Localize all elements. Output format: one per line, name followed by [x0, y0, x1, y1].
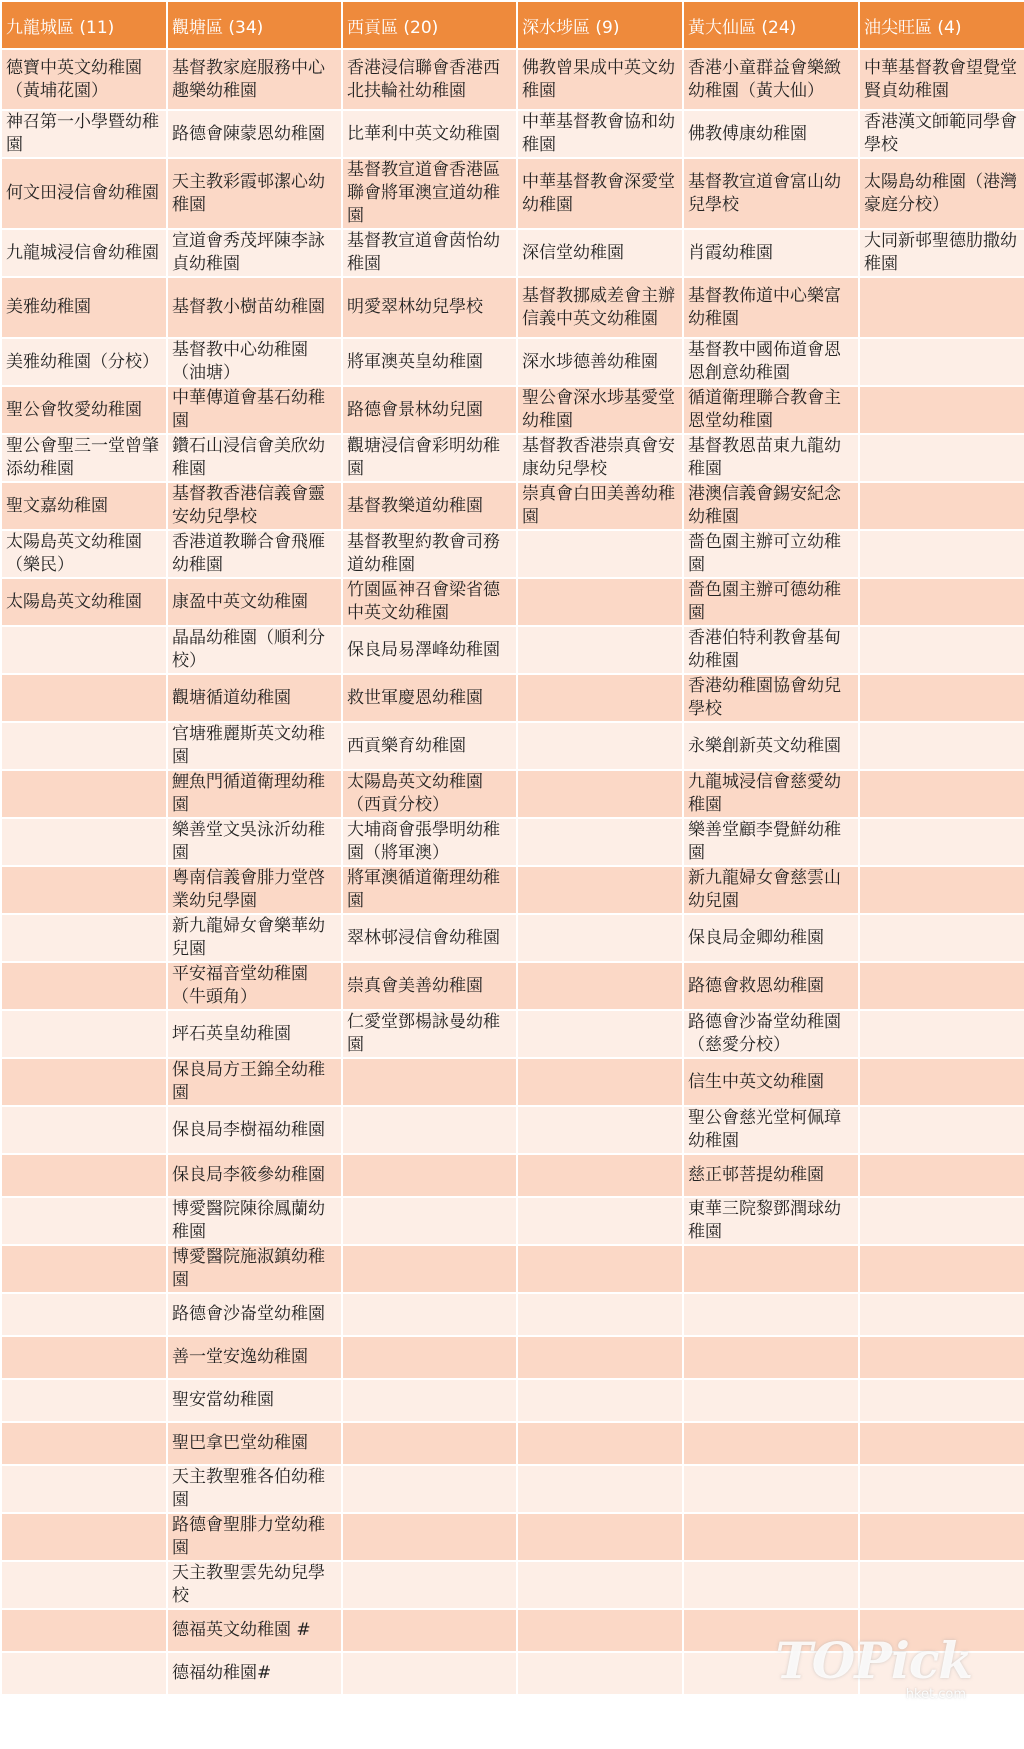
empty-cell [683, 1336, 859, 1379]
school-cell: 神召第一小學暨幼稚園 [1, 110, 167, 158]
empty-cell [1, 1561, 167, 1609]
table-row [1, 1245, 1024, 1293]
empty-cell [859, 914, 1024, 962]
table-row [1, 1561, 1024, 1609]
school-cell: 中華傳道會基石幼稚園 [167, 386, 342, 434]
school-cell: 基督教中心幼稚園（油塘） [167, 338, 342, 386]
empty-cell [1, 962, 167, 1010]
header-row [1, 1, 1024, 49]
school-cell: 天主教聖雅各伯幼稚園 [167, 1465, 342, 1513]
table-row [1, 1513, 1024, 1561]
school-cell: 新九龍婦女會樂華幼兒園 [167, 914, 342, 962]
empty-cell [859, 866, 1024, 914]
empty-cell [1, 1058, 167, 1106]
empty-cell [517, 1058, 683, 1106]
empty-cell [683, 1465, 859, 1513]
empty-cell [1, 914, 167, 962]
school-cell: 中華基督教會深愛堂幼稚園 [517, 158, 683, 229]
empty-cell [1, 770, 167, 818]
empty-cell [517, 1609, 683, 1652]
empty-cell [517, 530, 683, 578]
school-cell: 嗇色園主辦可德幼稚園 [683, 578, 859, 626]
empty-cell [517, 1010, 683, 1058]
school-cell: 肖霞幼稚園 [683, 229, 859, 277]
school-cell: 保良局金卿幼稚園 [683, 914, 859, 962]
empty-cell [1, 1154, 167, 1197]
empty-cell [1, 1010, 167, 1058]
school-cell: 循道衛理聯合教會主恩堂幼稚園 [683, 386, 859, 434]
empty-cell [342, 1154, 517, 1197]
school-cell: 基督教樂道幼稚園 [342, 482, 517, 530]
school-cell: 仁愛堂鄧楊詠曼幼稚園 [342, 1010, 517, 1058]
empty-cell [859, 1336, 1024, 1379]
empty-cell [517, 1336, 683, 1379]
table-row [1, 1010, 1024, 1058]
empty-cell [342, 1197, 517, 1245]
empty-cell [517, 626, 683, 674]
empty-cell [342, 1058, 517, 1106]
table-row [1, 1154, 1024, 1197]
empty-cell [517, 1197, 683, 1245]
table-row [1, 962, 1024, 1010]
empty-cell [517, 1561, 683, 1609]
table-row [1, 914, 1024, 962]
school-cell: 太陽島英文幼稚園 [1, 578, 167, 626]
school-cell: 宣道會秀茂坪陳李詠貞幼稚園 [167, 229, 342, 277]
empty-cell [517, 818, 683, 866]
watermark-logo-text: TOPick [775, 1631, 972, 1690]
school-cell: 新九龍婦女會慈雲山幼兒園 [683, 866, 859, 914]
school-cell: 太陽島英文幼稚園（樂民） [1, 530, 167, 578]
school-cell: 天主教聖雲先幼兒學校 [167, 1561, 342, 1609]
empty-cell [859, 1513, 1024, 1561]
empty-cell [683, 1245, 859, 1293]
school-cell: 中華基督教會望覺堂賢貞幼稚園 [859, 49, 1024, 110]
table-body [1, 49, 1024, 1695]
school-cell: 基督教恩苗東九龍幼稚園 [683, 434, 859, 482]
school-cell: 香港漢文師範同學會學校 [859, 110, 1024, 158]
table-row [1, 1609, 1024, 1652]
empty-cell [342, 1245, 517, 1293]
table-row [1, 1336, 1024, 1379]
school-cell: 深水埗德善幼稚園 [517, 338, 683, 386]
empty-cell [683, 1652, 859, 1695]
empty-cell [859, 962, 1024, 1010]
school-cell: 九龍城浸信會幼稚園 [1, 229, 167, 277]
empty-cell [859, 1010, 1024, 1058]
empty-cell [1, 722, 167, 770]
school-cell: 明愛翠林幼兒學校 [342, 277, 517, 338]
empty-cell [1, 1336, 167, 1379]
school-cell: 基督教挪威差會主辦信義中英文幼稚園 [517, 277, 683, 338]
empty-cell [517, 674, 683, 722]
school-cell: 何文田浸信會幼稚園 [1, 158, 167, 229]
school-cell: 保良局易澤峰幼稚園 [342, 626, 517, 674]
empty-cell [1, 818, 167, 866]
school-cell: 官塘雅麗斯英文幼稚園 [167, 722, 342, 770]
empty-cell [342, 1652, 517, 1695]
empty-cell [859, 1465, 1024, 1513]
empty-cell [342, 1513, 517, 1561]
empty-cell [859, 1379, 1024, 1422]
school-cell: 香港道教聯合會飛雁幼稚園 [167, 530, 342, 578]
empty-cell [859, 482, 1024, 530]
empty-cell [517, 1154, 683, 1197]
empty-cell [859, 1058, 1024, 1106]
school-cell: 香港浸信聯會香港西北扶輪社幼稚園 [342, 49, 517, 110]
table-row [1, 110, 1024, 158]
school-cell: 基督教中國佈道會恩恩創意幼稚園 [683, 338, 859, 386]
school-cell: 基督教宣道會富山幼兒學校 [683, 158, 859, 229]
school-cell: 聖公會慈光堂柯佩璋幼稚園 [683, 1106, 859, 1154]
table-row [1, 1106, 1024, 1154]
empty-cell [859, 1652, 1024, 1695]
school-cell: 佛教曾果成中英文幼稚園 [517, 49, 683, 110]
school-cell: 太陽島幼稚園（港灣豪庭分校） [859, 158, 1024, 229]
table-row [1, 338, 1024, 386]
school-cell: 大同新邨聖德肋撒幼稚園 [859, 229, 1024, 277]
table-row [1, 1422, 1024, 1465]
school-cell: 晶晶幼稚園（順利分校） [167, 626, 342, 674]
school-cell: 路德會景林幼兒園 [342, 386, 517, 434]
empty-cell [859, 674, 1024, 722]
empty-cell [1, 1197, 167, 1245]
school-cell: 基督教聖約教會司務道幼稚園 [342, 530, 517, 578]
empty-cell [859, 386, 1024, 434]
school-cell: 路德會陳蒙恩幼稚園 [167, 110, 342, 158]
school-cell: 聖公會深水埗基愛堂幼稚園 [517, 386, 683, 434]
school-cell: 中華基督教會協和幼稚園 [517, 110, 683, 158]
school-cell: 崇真會白田美善幼稚園 [517, 482, 683, 530]
empty-cell [859, 530, 1024, 578]
empty-cell [683, 1293, 859, 1336]
school-cell: 保良局李筱參幼稚園 [167, 1154, 342, 1197]
school-cell: 德福幼稚園# [167, 1652, 342, 1695]
school-cell: 博愛醫院陳徐鳳蘭幼稚園 [167, 1197, 342, 1245]
school-cell: 鯉魚門循道衛理幼稚園 [167, 770, 342, 818]
school-cell: 崇真會美善幼稚園 [342, 962, 517, 1010]
school-cell: 基督教香港崇真會安康幼兒學校 [517, 434, 683, 482]
table-row [1, 1058, 1024, 1106]
empty-cell [517, 962, 683, 1010]
school-cell: 聖安當幼稚園 [167, 1379, 342, 1422]
school-cell: 港澳信義會錫安紀念幼稚園 [683, 482, 859, 530]
empty-cell [1, 1245, 167, 1293]
empty-cell [859, 770, 1024, 818]
school-cell: 路德會聖腓力堂幼稚園 [167, 1513, 342, 1561]
school-cell: 基督教佈道中心樂富幼稚園 [683, 277, 859, 338]
empty-cell [517, 866, 683, 914]
empty-cell [1, 866, 167, 914]
empty-cell [859, 1609, 1024, 1652]
empty-cell [517, 578, 683, 626]
table-row [1, 530, 1024, 578]
empty-cell [517, 1293, 683, 1336]
empty-cell [517, 1652, 683, 1695]
table-row [1, 158, 1024, 229]
empty-cell [517, 1245, 683, 1293]
empty-cell [342, 1561, 517, 1609]
empty-cell [517, 1106, 683, 1154]
empty-cell [517, 770, 683, 818]
school-cell: 香港伯特利教會基甸幼稚園 [683, 626, 859, 674]
empty-cell [1, 1422, 167, 1465]
table-row [1, 277, 1024, 338]
table-row [1, 770, 1024, 818]
empty-cell [859, 1422, 1024, 1465]
table-row [1, 1379, 1024, 1422]
school-cell: 聖公會牧愛幼稚園 [1, 386, 167, 434]
table-row [1, 674, 1024, 722]
school-cell: 太陽島英文幼稚園（西貢分校） [342, 770, 517, 818]
empty-cell [1, 626, 167, 674]
table-row [1, 818, 1024, 866]
table-row [1, 229, 1024, 277]
empty-cell [859, 338, 1024, 386]
school-cell: 康盈中英文幼稚園 [167, 578, 342, 626]
empty-cell [859, 1197, 1024, 1245]
table-row [1, 1652, 1024, 1695]
table-row [1, 866, 1024, 914]
empty-cell [859, 1561, 1024, 1609]
school-cell: 鑽石山浸信會美欣幼稚園 [167, 434, 342, 482]
school-cell: 粵南信義會腓力堂啓業幼兒學園 [167, 866, 342, 914]
watermark-site-text: hket.com [905, 1687, 966, 1702]
empty-cell [342, 1422, 517, 1465]
school-cell: 基督教家庭服務中心趣樂幼稚園 [167, 49, 342, 110]
school-cell: 大埔商會張學明幼稚園（將軍澳） [342, 818, 517, 866]
empty-cell [517, 914, 683, 962]
table-row [1, 434, 1024, 482]
school-cell: 美雅幼稚園 [1, 277, 167, 338]
school-cell: 救世軍慶恩幼稚園 [342, 674, 517, 722]
school-cell: 比華利中英文幼稚園 [342, 110, 517, 158]
school-cell: 觀塘浸信會彩明幼稚園 [342, 434, 517, 482]
empty-cell [1, 1379, 167, 1422]
empty-cell [1, 1513, 167, 1561]
district-header: 油尖旺區 (4) [859, 1, 1024, 49]
table-row [1, 49, 1024, 110]
table-row [1, 1197, 1024, 1245]
school-cell: 翠林邨浸信會幼稚園 [342, 914, 517, 962]
empty-cell [517, 1513, 683, 1561]
district-header: 黃大仙區 (24) [683, 1, 859, 49]
school-cell: 將軍澳英皇幼稚園 [342, 338, 517, 386]
school-cell: 樂善堂顧李覺鮮幼稚園 [683, 818, 859, 866]
empty-cell [859, 1154, 1024, 1197]
empty-cell [1, 1293, 167, 1336]
empty-cell [1, 674, 167, 722]
table-row [1, 1465, 1024, 1513]
district-header: 九龍城區 (11) [1, 1, 167, 49]
school-cell: 善一堂安逸幼稚園 [167, 1336, 342, 1379]
table-row [1, 626, 1024, 674]
school-cell: 路德會沙崙堂幼稚園（慈愛分校） [683, 1010, 859, 1058]
school-cell: 嗇色園主辦可立幼稚園 [683, 530, 859, 578]
school-cell: 基督教香港信義會靈安幼兒學校 [167, 482, 342, 530]
school-cell: 路德會救恩幼稚園 [683, 962, 859, 1010]
school-cell: 觀塘循道幼稚園 [167, 674, 342, 722]
empty-cell [683, 1609, 859, 1652]
empty-cell [859, 626, 1024, 674]
empty-cell [517, 1379, 683, 1422]
empty-cell [683, 1379, 859, 1422]
empty-cell [517, 1465, 683, 1513]
school-cell: 深信堂幼稚園 [517, 229, 683, 277]
school-cell: 樂善堂文吳泳沂幼稚園 [167, 818, 342, 866]
district-header: 西貢區 (20) [342, 1, 517, 49]
empty-cell [859, 277, 1024, 338]
empty-cell [1, 1652, 167, 1695]
school-cell: 天主教彩霞邨潔心幼稚園 [167, 158, 342, 229]
empty-cell [517, 1422, 683, 1465]
table-row [1, 386, 1024, 434]
empty-cell [859, 1245, 1024, 1293]
school-cell: 聖文嘉幼稚園 [1, 482, 167, 530]
table-row [1, 1293, 1024, 1336]
table-row [1, 482, 1024, 530]
empty-cell [1, 1465, 167, 1513]
school-cell: 西貢樂育幼稚園 [342, 722, 517, 770]
school-cell: 基督教小樹苗幼稚園 [167, 277, 342, 338]
empty-cell [342, 1336, 517, 1379]
school-cell: 路德會沙崙堂幼稚園 [167, 1293, 342, 1336]
empty-cell [1, 1106, 167, 1154]
school-cell: 聖巴拿巴堂幼稚園 [167, 1422, 342, 1465]
empty-cell [859, 722, 1024, 770]
district-header: 深水埗區 (9) [517, 1, 683, 49]
empty-cell [342, 1379, 517, 1422]
school-cell: 德福英文幼稚園 # [167, 1609, 342, 1652]
empty-cell [342, 1106, 517, 1154]
empty-cell [342, 1293, 517, 1336]
school-cell: 基督教宣道會香港區聯會將軍澳宣道幼稚園 [342, 158, 517, 229]
school-cell: 香港小童群益會樂緻幼稚園（黃大仙） [683, 49, 859, 110]
table-row [1, 722, 1024, 770]
school-cell: 將軍澳循道衛理幼稚園 [342, 866, 517, 914]
school-cell: 竹園區神召會梁省德中英文幼稚園 [342, 578, 517, 626]
school-cell: 佛教傅康幼稚園 [683, 110, 859, 158]
school-cell: 信生中英文幼稚園 [683, 1058, 859, 1106]
empty-cell [859, 818, 1024, 866]
empty-cell [342, 1609, 517, 1652]
school-cell: 基督教宣道會茵怡幼稚園 [342, 229, 517, 277]
empty-cell [859, 1106, 1024, 1154]
school-cell: 坪石英皇幼稚園 [167, 1010, 342, 1058]
school-cell: 東華三院黎鄧潤球幼稚園 [683, 1197, 859, 1245]
school-cell: 香港幼稚園協會幼兒學校 [683, 674, 859, 722]
school-cell: 德寶中英文幼稚園（黃埔花園） [1, 49, 167, 110]
school-cell: 博愛醫院施淑鎮幼稚園 [167, 1245, 342, 1293]
table-row [1, 578, 1024, 626]
school-cell: 保良局方王錦全幼稚園 [167, 1058, 342, 1106]
school-cell: 美雅幼稚園（分校） [1, 338, 167, 386]
empty-cell [1, 1609, 167, 1652]
school-cell: 保良局李樹福幼稚園 [167, 1106, 342, 1154]
district-header: 觀塘區 (34) [167, 1, 342, 49]
school-cell: 永樂創新英文幼稚園 [683, 722, 859, 770]
empty-cell [683, 1422, 859, 1465]
school-cell: 聖公會聖三一堂曾肇添幼稚園 [1, 434, 167, 482]
empty-cell [859, 578, 1024, 626]
school-cell: 平安福音堂幼稚園（牛頭角） [167, 962, 342, 1010]
empty-cell [859, 434, 1024, 482]
empty-cell [859, 1293, 1024, 1336]
empty-cell [683, 1513, 859, 1561]
empty-cell [517, 722, 683, 770]
school-cell: 九龍城浸信會慈愛幼稚園 [683, 770, 859, 818]
empty-cell [683, 1561, 859, 1609]
school-cell: 慈正邨菩提幼稚園 [683, 1154, 859, 1197]
empty-cell [342, 1465, 517, 1513]
